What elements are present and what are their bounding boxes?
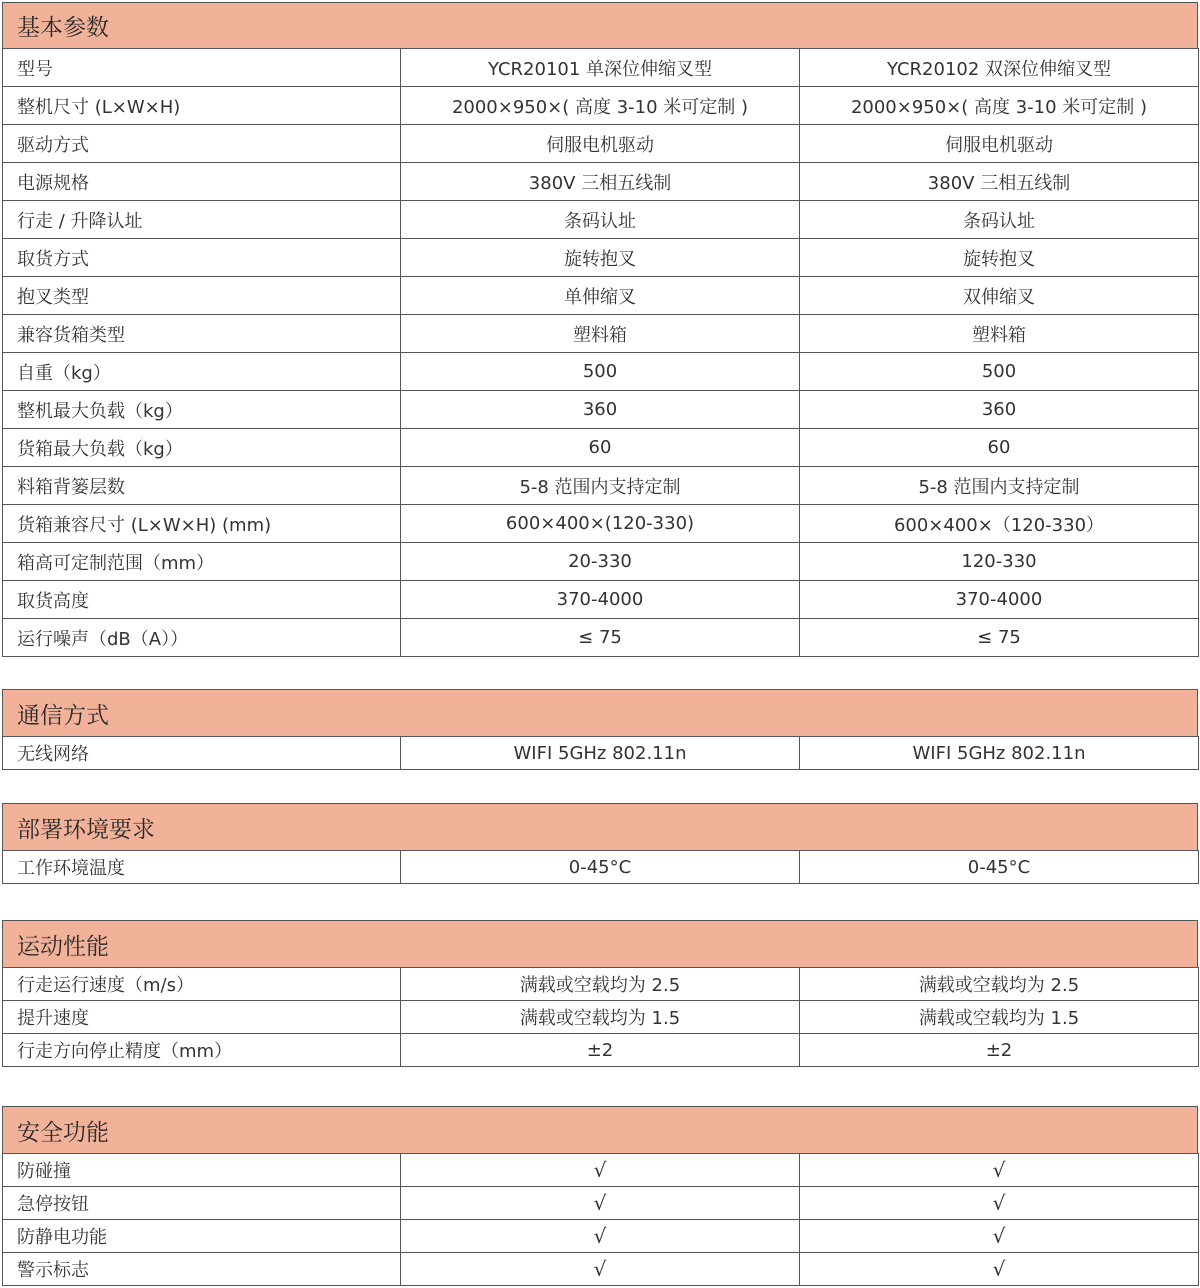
table-row bbox=[3, 1154, 1199, 1187]
row-label: 提升速度 bbox=[3, 1001, 401, 1034]
row-label: 料箱背篓层数 bbox=[3, 467, 401, 505]
value-model-2: 600×400×（120-330） bbox=[800, 505, 1199, 543]
spec-table bbox=[2, 736, 1199, 770]
row-label: 型号 bbox=[3, 49, 401, 87]
value-model-2: 伺服电机驱动 bbox=[800, 125, 1199, 163]
row-label: 取货方式 bbox=[3, 239, 401, 277]
value-model-1: 旋转抱叉 bbox=[401, 239, 800, 277]
value-model-1: 360 bbox=[401, 391, 800, 429]
value-model-1: 伺服电机驱动 bbox=[401, 125, 800, 163]
table-row bbox=[3, 968, 1199, 1001]
section-title: 运动性能 bbox=[2, 920, 1198, 967]
value-model-1: 塑料箱 bbox=[401, 315, 800, 353]
row-label: 自重（kg） bbox=[3, 353, 401, 391]
value-model-1: 500 bbox=[401, 353, 800, 391]
table-row bbox=[3, 239, 1199, 277]
section-deployment-env bbox=[2, 803, 1198, 884]
row-label: 整机最大负载（kg） bbox=[3, 391, 401, 429]
row-label: 工作环境温度 bbox=[3, 851, 401, 884]
value-model-1: 5-8 范围内支持定制 bbox=[401, 467, 800, 505]
row-label: 电源规格 bbox=[3, 163, 401, 201]
row-label: 防静电功能 bbox=[3, 1220, 401, 1253]
value-model-1: 600×400×(120-330) bbox=[401, 505, 800, 543]
section-basic-params bbox=[2, 2, 1198, 657]
table-row bbox=[3, 1253, 1199, 1286]
table-row bbox=[3, 581, 1199, 619]
value-model-2: 满载或空载均为 2.5 bbox=[800, 968, 1199, 1001]
table-row bbox=[3, 163, 1199, 201]
value-model-2: 条码认址 bbox=[800, 201, 1199, 239]
value-model-2: 380V 三相五线制 bbox=[800, 163, 1199, 201]
spec-table bbox=[2, 1153, 1199, 1286]
row-label: 货箱兼容尺寸 (L×W×H) (mm) bbox=[3, 505, 401, 543]
table-row bbox=[3, 467, 1199, 505]
section-motion-performance bbox=[2, 920, 1198, 1067]
value-model-2: 双伸缩叉 bbox=[800, 277, 1199, 315]
value-model-2: 120-330 bbox=[800, 543, 1199, 581]
table-row bbox=[3, 1034, 1199, 1067]
value-model-2: ±2 bbox=[800, 1034, 1199, 1067]
value-model-2: 5-8 范围内支持定制 bbox=[800, 467, 1199, 505]
row-label: 兼容货箱类型 bbox=[3, 315, 401, 353]
row-label: 警示标志 bbox=[3, 1253, 401, 1286]
value-model-1: 60 bbox=[401, 429, 800, 467]
row-label: 抱叉类型 bbox=[3, 277, 401, 315]
section-title: 安全功能 bbox=[2, 1106, 1198, 1153]
row-label: 无线网络 bbox=[3, 737, 401, 770]
check-mark-icon: √ bbox=[800, 1253, 1199, 1286]
value-model-2: 2000×950×( 高度 3-10 米可定制 ) bbox=[800, 87, 1199, 125]
value-model-1: 条码认址 bbox=[401, 201, 800, 239]
row-label: 行走 / 升降认址 bbox=[3, 201, 401, 239]
table-row bbox=[3, 1220, 1199, 1253]
table-row bbox=[3, 851, 1199, 884]
table-row bbox=[3, 619, 1199, 657]
row-label: 行走方向停止精度（mm） bbox=[3, 1034, 401, 1067]
row-label: 驱动方式 bbox=[3, 125, 401, 163]
value-model-1: 单伸缩叉 bbox=[401, 277, 800, 315]
check-mark-icon: √ bbox=[401, 1154, 800, 1187]
table-row bbox=[3, 1187, 1199, 1220]
table-row bbox=[3, 201, 1199, 239]
value-model-1: YCR20101 单深位伸缩叉型 bbox=[401, 49, 800, 87]
row-label: 货箱最大负载（kg） bbox=[3, 429, 401, 467]
value-model-2: 500 bbox=[800, 353, 1199, 391]
value-model-1: ±2 bbox=[401, 1034, 800, 1067]
table-row bbox=[3, 737, 1199, 770]
value-model-1: 380V 三相五线制 bbox=[401, 163, 800, 201]
row-label: 箱高可定制范围（mm） bbox=[3, 543, 401, 581]
value-model-1: 2000×950×( 高度 3-10 米可定制 ) bbox=[401, 87, 800, 125]
row-label: 运行噪声（dB（A）） bbox=[3, 619, 401, 657]
value-model-2: 60 bbox=[800, 429, 1199, 467]
value-model-1: 370-4000 bbox=[401, 581, 800, 619]
value-model-1: WIFI 5GHz 802.11n bbox=[401, 737, 800, 770]
table-row bbox=[3, 353, 1199, 391]
value-model-2: 满载或空载均为 1.5 bbox=[800, 1001, 1199, 1034]
row-label: 急停按钮 bbox=[3, 1187, 401, 1220]
table-row bbox=[3, 429, 1199, 467]
value-model-2: 塑料箱 bbox=[800, 315, 1199, 353]
table-row bbox=[3, 505, 1199, 543]
section-title: 部署环境要求 bbox=[2, 803, 1198, 850]
spec-table bbox=[2, 967, 1199, 1067]
row-label: 整机尺寸 (L×W×H) bbox=[3, 87, 401, 125]
check-mark-icon: √ bbox=[401, 1220, 800, 1253]
spec-table bbox=[2, 48, 1199, 657]
value-model-2: WIFI 5GHz 802.11n bbox=[800, 737, 1199, 770]
check-mark-icon: √ bbox=[800, 1187, 1199, 1220]
table-row bbox=[3, 49, 1199, 87]
table-row bbox=[3, 125, 1199, 163]
value-model-2: 370-4000 bbox=[800, 581, 1199, 619]
table-row bbox=[3, 87, 1199, 125]
table-row bbox=[3, 391, 1199, 429]
value-model-2: ≤ 75 bbox=[800, 619, 1199, 657]
value-model-1: 满载或空载均为 1.5 bbox=[401, 1001, 800, 1034]
row-label: 行走运行速度（m/s） bbox=[3, 968, 401, 1001]
check-mark-icon: √ bbox=[800, 1220, 1199, 1253]
check-mark-icon: √ bbox=[401, 1253, 800, 1286]
check-mark-icon: √ bbox=[800, 1154, 1199, 1187]
value-model-2: 0-45°C bbox=[800, 851, 1199, 884]
section-title: 基本参数 bbox=[2, 2, 1198, 48]
value-model-1: 0-45°C bbox=[401, 851, 800, 884]
section-safety-functions bbox=[2, 1106, 1198, 1286]
table-row bbox=[3, 1001, 1199, 1034]
value-model-2: YCR20102 双深位伸缩叉型 bbox=[800, 49, 1199, 87]
row-label: 防碰撞 bbox=[3, 1154, 401, 1187]
row-label: 取货高度 bbox=[3, 581, 401, 619]
value-model-2: 旋转抱叉 bbox=[800, 239, 1199, 277]
spec-table bbox=[2, 850, 1199, 884]
value-model-1: ≤ 75 bbox=[401, 619, 800, 657]
value-model-1: 20-330 bbox=[401, 543, 800, 581]
table-row bbox=[3, 277, 1199, 315]
value-model-2: 360 bbox=[800, 391, 1199, 429]
table-row bbox=[3, 315, 1199, 353]
table-row bbox=[3, 543, 1199, 581]
check-mark-icon: √ bbox=[401, 1187, 800, 1220]
section-communication bbox=[2, 689, 1198, 770]
value-model-1: 满载或空载均为 2.5 bbox=[401, 968, 800, 1001]
section-title: 通信方式 bbox=[2, 689, 1198, 736]
